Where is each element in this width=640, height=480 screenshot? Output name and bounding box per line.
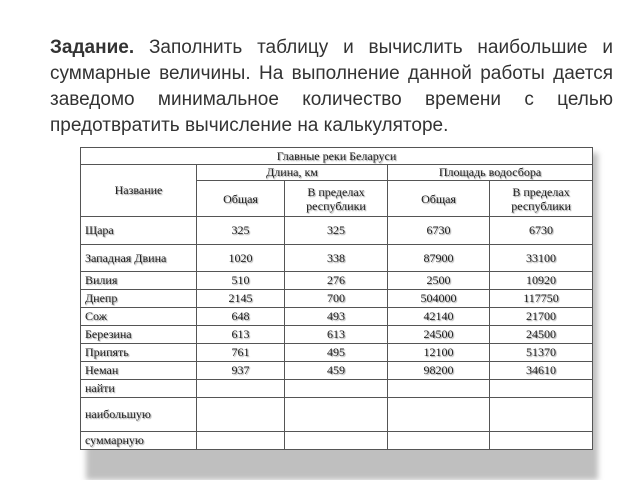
area-within-cell: 21700	[490, 308, 593, 326]
river-name-cell: Днепр	[81, 290, 197, 308]
area-total-cell: 98200	[388, 362, 490, 380]
header-area-total: Общая	[388, 181, 490, 217]
max-row-answer-cell[interactable]	[197, 398, 285, 432]
max-row-answer-cell[interactable]	[388, 398, 490, 432]
length-within-cell: 276	[285, 272, 388, 290]
length-total-cell: 325	[197, 217, 285, 245]
length-within-cell: 493	[285, 308, 388, 326]
table-row	[81, 308, 593, 326]
sum-row-label: суммарную	[81, 432, 197, 450]
table-row	[81, 344, 593, 362]
area-within-cell: 6730	[490, 217, 593, 245]
table-row	[81, 290, 593, 308]
find-row-answer-cell[interactable]	[197, 380, 285, 398]
area-total-cell: 2500	[388, 272, 490, 290]
length-total-cell: 613	[197, 326, 285, 344]
rivers-table	[80, 147, 593, 450]
river-name-cell: Сож	[81, 308, 197, 326]
area-within-cell: 24500	[490, 326, 593, 344]
length-within-cell: 325	[285, 217, 388, 245]
length-within-cell: 495	[285, 344, 388, 362]
length-total-cell: 510	[197, 272, 285, 290]
task-paragraph	[50, 35, 613, 139]
max-row-answer-cell[interactable]	[285, 398, 388, 432]
sum-row-answer-cell[interactable]	[285, 432, 388, 450]
area-within-cell: 33100	[490, 245, 593, 272]
area-total-cell: 6730	[388, 217, 490, 245]
river-name-cell: Щара	[81, 217, 197, 245]
area-within-cell: 34610	[490, 362, 593, 380]
area-total-cell: 42140	[388, 308, 490, 326]
length-within-cell: 613	[285, 326, 388, 344]
table-title: Главные реки Беларуси	[81, 148, 593, 165]
area-within-cell: 117750	[490, 290, 593, 308]
header-area: Площадь водосбора	[388, 165, 593, 181]
river-name-cell: Припять	[81, 344, 197, 362]
length-total-cell: 2145	[197, 290, 285, 308]
header-name: Название	[81, 165, 197, 217]
river-name-cell: Западная Двина	[81, 245, 197, 272]
find-row-answer-cell[interactable]	[285, 380, 388, 398]
sum-row-answer-cell[interactable]	[388, 432, 490, 450]
length-within-cell: 700	[285, 290, 388, 308]
sum-row-answer-cell[interactable]	[197, 432, 285, 450]
max-row-label: наибольшую	[81, 398, 197, 432]
header-length-total: Общая	[197, 181, 285, 217]
river-name-cell: Вилия	[81, 272, 197, 290]
sum-row-answer-cell[interactable]	[490, 432, 593, 450]
task-label: Задание.	[50, 37, 135, 58]
table-row	[81, 217, 593, 245]
river-name-cell: Неман	[81, 362, 197, 380]
find-row-label: найти	[81, 380, 197, 398]
area-total-cell: 87900	[388, 245, 490, 272]
find-row-answer-cell[interactable]	[388, 380, 490, 398]
header-length-within: В пределах республики	[285, 181, 388, 217]
length-total-cell: 1020	[197, 245, 285, 272]
max-row-answer-cell[interactable]	[490, 398, 593, 432]
find-row-answer-cell[interactable]	[490, 380, 593, 398]
length-total-cell: 761	[197, 344, 285, 362]
table-row	[81, 272, 593, 290]
max-row	[81, 398, 593, 432]
length-within-cell: 338	[285, 245, 388, 272]
header-length: Длина, км	[197, 165, 388, 181]
area-within-cell: 10920	[490, 272, 593, 290]
area-total-cell: 504000	[388, 290, 490, 308]
river-name-cell: Березина	[81, 326, 197, 344]
area-total-cell: 24500	[388, 326, 490, 344]
length-total-cell: 648	[197, 308, 285, 326]
area-total-cell: 12100	[388, 344, 490, 362]
area-within-cell: 51370	[490, 344, 593, 362]
header-area-within: В пределах республики	[490, 181, 593, 217]
sum-row	[81, 432, 593, 450]
table-row	[81, 245, 593, 272]
length-total-cell: 937	[197, 362, 285, 380]
find-row	[81, 380, 593, 398]
table-row	[81, 326, 593, 344]
length-within-cell: 459	[285, 362, 388, 380]
table-row	[81, 362, 593, 380]
task-text: Заполнить таблицу и вычислить наибольшие и суммарные величины. На выполнение данной работы дается заведомо минимальное количество времени с целью предотвратить вычисление на калькуляторе.	[50, 37, 613, 136]
